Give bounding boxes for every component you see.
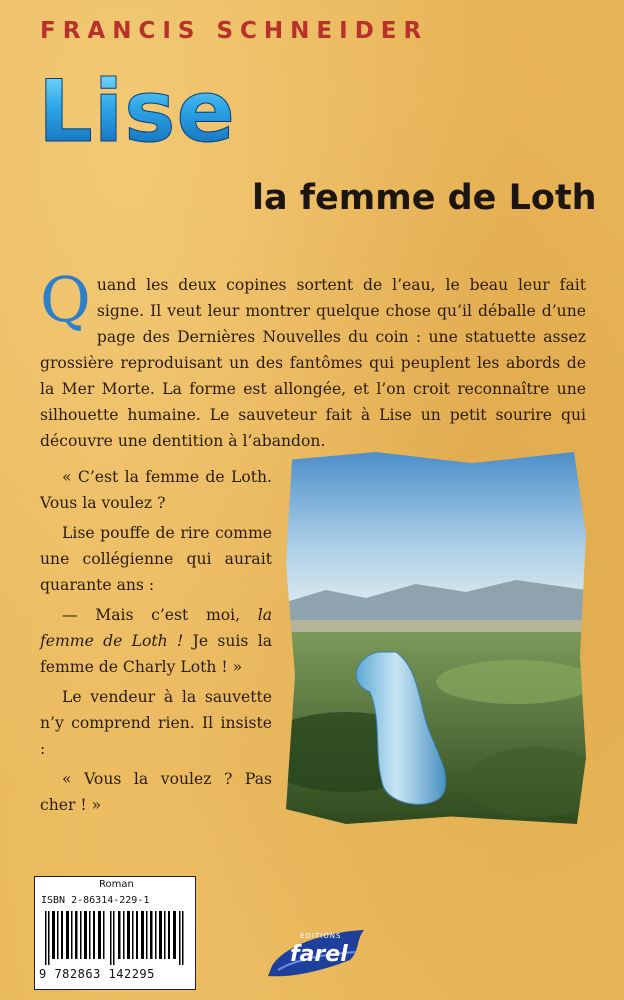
barcode-bars <box>43 911 189 965</box>
barcode-panel <box>34 876 196 990</box>
book-title: Lise <box>38 62 236 162</box>
dialogue-block <box>40 464 272 822</box>
dialogue-line: « C’est la femme de Loth. Vous la voulez ? <box>40 468 272 512</box>
reply-end: Je suis la femme de Charly Loth ! » <box>40 632 272 676</box>
category-label: Roman <box>99 879 134 890</box>
reply-start: — Mais c’est moi, <box>62 606 258 624</box>
reply-italic: la femme de Loth ! <box>40 606 272 650</box>
dialogue-line: « Vous la voulez ? Pas cher ! » <box>40 770 272 814</box>
ean-digits: 9 782863 142295 <box>39 967 155 981</box>
dialogue-reply <box>40 602 272 680</box>
publisher-name: farel <box>290 942 348 967</box>
dialogue-line: Le vendeur à la sauvette n’y comprend rien. Il insiste : <box>40 688 272 758</box>
publisher-logo <box>264 926 368 980</box>
blurb-text: uand les deux copines sortent de l’eau, le beau leur fait signe. Il veut leur montrer quelque chose qu’il déballe d’une page des Dernières Nouvelles du coin : une statuette assez grossière reproduisant un des fantômes qui peuplent les abords de la Mer Morte. La forme est allongée, et l’on croit reconnaître une silhouette humaine. Le sauveteur fait à Lise un petit sourire qui découvre une dentition à l’abandon. <box>40 276 586 450</box>
dialogue-line: Lise pouffe de rire comme une collégienne qui aurait quarante ans : <box>40 524 272 594</box>
cover-photo <box>286 452 586 824</box>
publisher-small-label: EDITIONS <box>300 932 342 940</box>
blurb-paragraph <box>40 263 586 454</box>
landscape-illustration <box>286 452 586 824</box>
book-subtitle: la femme de Loth <box>252 178 597 218</box>
author-name: FRANCIS SCHNEIDER <box>40 18 429 44</box>
drop-cap: Q <box>40 263 91 336</box>
isbn-text: ISBN 2-86314-229-1 <box>41 895 150 906</box>
